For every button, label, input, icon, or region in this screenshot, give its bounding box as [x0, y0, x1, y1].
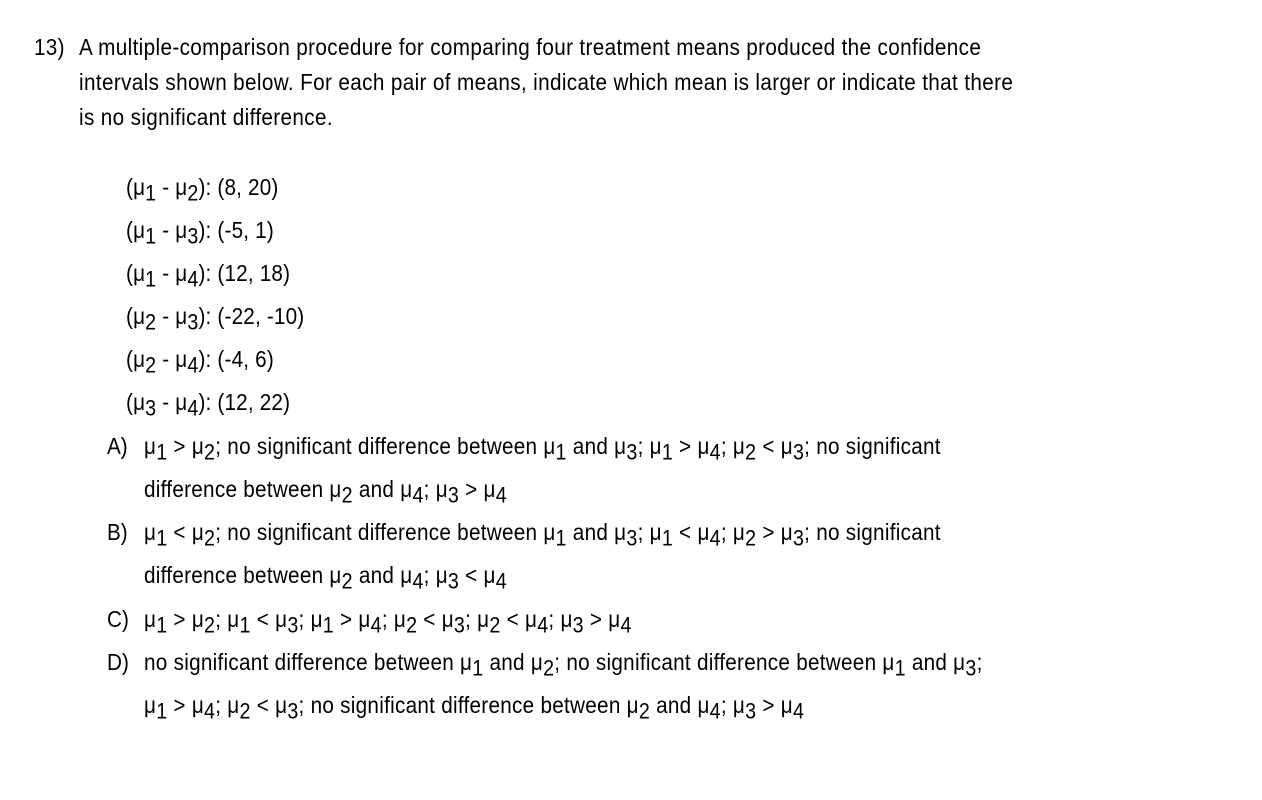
question-text-line-2: intervals shown below. For each pair of means, indicate which mean is larger or indicate that there — [79, 69, 1014, 95]
interval-mu2-mu3: $(\mu_2 - \mu_3)$: (-22, -10) — [126, 303, 305, 335]
option-d-letter[interactable]: D) — [107, 649, 129, 675]
interval-mu1-mu4: $(\mu_1 - \mu_4)$: (12, 18) — [126, 260, 291, 292]
interval-mu1-mu3: $(\mu_1 - \mu_3)$: (-5, 1) — [126, 217, 274, 249]
question-number: 13) — [34, 34, 65, 60]
interval-value: (12, 22) — [217, 389, 291, 415]
interval-mu1-mu2: $(\mu_1 - \mu_2)$: (8, 20) — [126, 174, 279, 206]
interval-value: (-5, 1) — [217, 217, 274, 243]
interval-value: (-22, -10) — [217, 303, 305, 329]
option-a-text-line-1[interactable]: $\mu_1 > \mu_2$; no significant difference between $\mu_1$ and $\mu_3$; $\mu_1 > \mu_4$; $\mu_2 < \mu_3$; no significant — [144, 433, 941, 465]
option-c-text-line-1[interactable]: $\mu_1 > \mu_2$; $\mu_1 < \mu_3$; $\mu_1 > \mu_4$; $\mu_2 < \mu_3$; $\mu_2 < \mu_4$; $\mu_3 > \mu_4$ — [144, 606, 632, 638]
interval-mu3-mu4: $(\mu_3 - \mu_4)$: (12, 22) — [126, 389, 291, 421]
option-b-text-line-1[interactable]: $\mu_1 < \mu_2$; no significant difference between $\mu_1$ and $\mu_3$; $\mu_1 < \mu_4$; $\mu_2 > \mu_3$; no significant — [144, 519, 941, 551]
option-b-text-line-2[interactable]: difference between $\mu_2$ and $\mu_4$; $\mu_3 < \mu_4$ — [144, 562, 507, 594]
option-c-letter[interactable]: C) — [107, 606, 129, 632]
option-a-letter[interactable]: A) — [107, 433, 128, 459]
option-d-text-line-2[interactable]: $\mu_1 > \mu_4$; $\mu_2 < \mu_3$; no significant difference between $\mu_2$ and $\mu_4$; $\mu_3 > \mu_4$ — [144, 692, 805, 724]
interval-value: (12, 18) — [217, 260, 291, 286]
option-b-letter[interactable]: B) — [107, 519, 128, 545]
question-text-line-1: A multiple-comparison procedure for comparing four treatment means produced the confidence — [79, 34, 982, 60]
interval-value: (8, 20) — [217, 174, 279, 200]
interval-mu2-mu4: $(\mu_2 - \mu_4)$: (-4, 6) — [126, 346, 274, 378]
option-d-text-line-1[interactable]: no significant difference between $\mu_1$ and $\mu_2$; no significant difference between $\mu_1$ and $\mu_3$; — [144, 649, 983, 681]
interval-value: (-4, 6) — [217, 346, 274, 372]
question-text-line-3: is no significant difference. — [79, 104, 334, 130]
option-a-text-line-2[interactable]: difference between $\mu_2$ and $\mu_4$; $\mu_3 > \mu_4$ — [144, 476, 507, 508]
